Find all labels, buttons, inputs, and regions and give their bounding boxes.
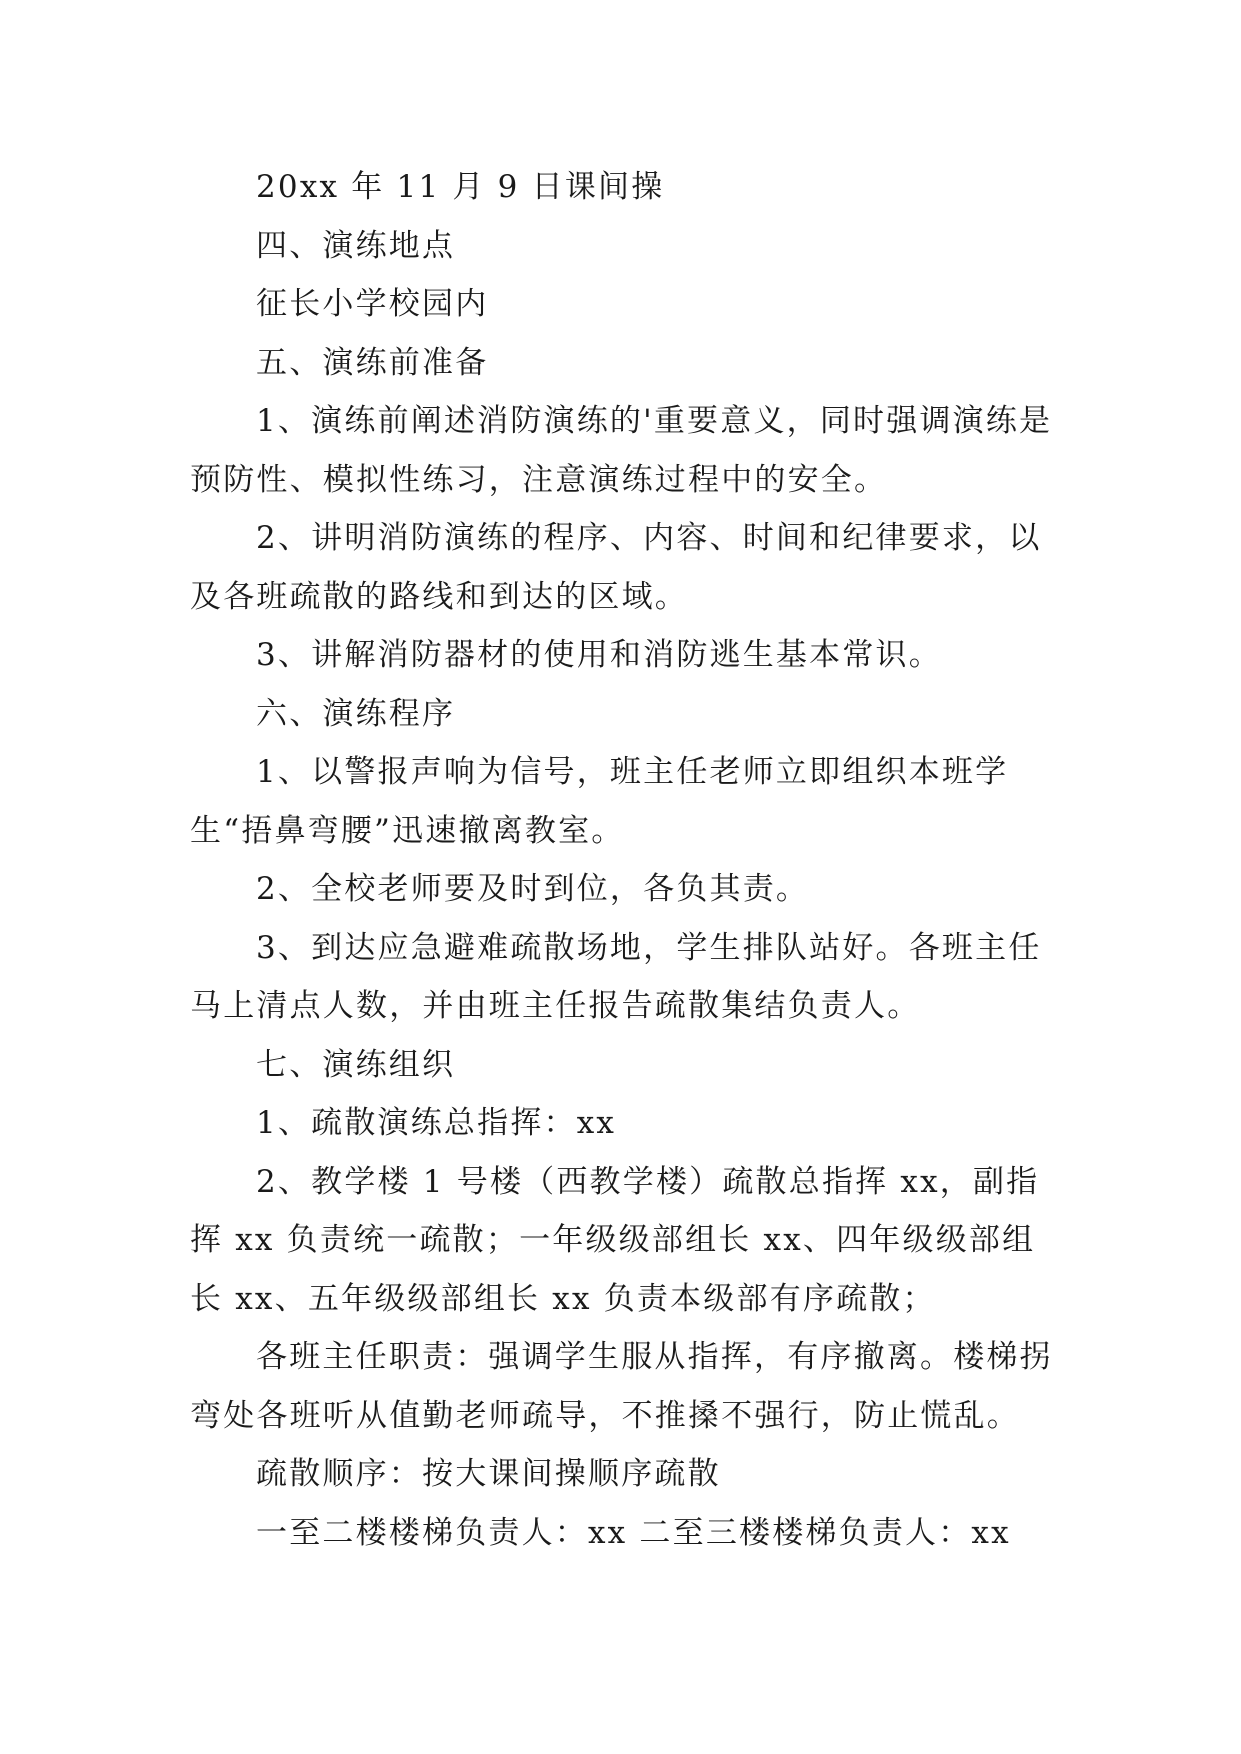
organization-item-1: 1、疏散演练总指挥：xx xyxy=(256,1105,617,1141)
section-heading-preparation: 五、演练前准备 xyxy=(256,344,489,381)
procedure-item-1: 1、以警报声响为信号，班主任老师立即组织本班学生“捂鼻弯腰”迅速撤离教室。 xyxy=(190,754,1009,849)
evacuation-order: 疏散顺序：按大课间操顺序疏散 xyxy=(256,1456,721,1492)
section-heading-location: 四、演练地点 xyxy=(256,227,456,264)
section-heading-organization: 七、演练组织 xyxy=(256,1046,456,1083)
class-teacher-duties: 各班主任职责：强调学生服从指挥，有序撤离。楼梯拐弯处各班听从值勤老师疏导，不推搡不强行，防止慌乱。 xyxy=(190,1339,1053,1434)
organization-item-2: 2、教学楼 1 号楼（西教学楼）疏散总指挥 xx，副指挥 xx 负责统一疏散；一年级级部组长 xx、四年级级部组长 xx、五年级级部组长 xx 负责本级部有序疏散； xyxy=(190,1163,1040,1317)
procedure-item-2: 2、全校老师要及时到位，各负其责。 xyxy=(256,871,810,907)
section-heading-procedure: 六、演练程序 xyxy=(256,695,456,732)
document-body xyxy=(190,158,1062,1562)
preparation-item-1: 1、演练前阐述消防演练的'重要意义，同时强调演练是预防性、模拟性练习，注意演练过程中的安全。 xyxy=(190,403,1053,498)
stair-supervisors: 一至二楼楼梯负责人：xx 二至三楼楼梯负责人：xx xyxy=(256,1514,1011,1551)
procedure-item-3: 3、到达应急避难疏散场地，学生排队站好。各班主任马上清点人数，并由班主任报告疏散集结负责人。 xyxy=(190,929,1042,1024)
location-text: 征长小学校园内 xyxy=(256,286,489,322)
preparation-item-2: 2、讲明消防演练的程序、内容、时间和纪律要求，以及各班疏散的路线和到达的区域。 xyxy=(190,520,1042,615)
date-line: 20xx 年 11 月 9 日课间操 xyxy=(256,169,665,205)
preparation-item-3: 3、讲解消防器材的使用和消防逃生基本常识。 xyxy=(256,637,942,673)
